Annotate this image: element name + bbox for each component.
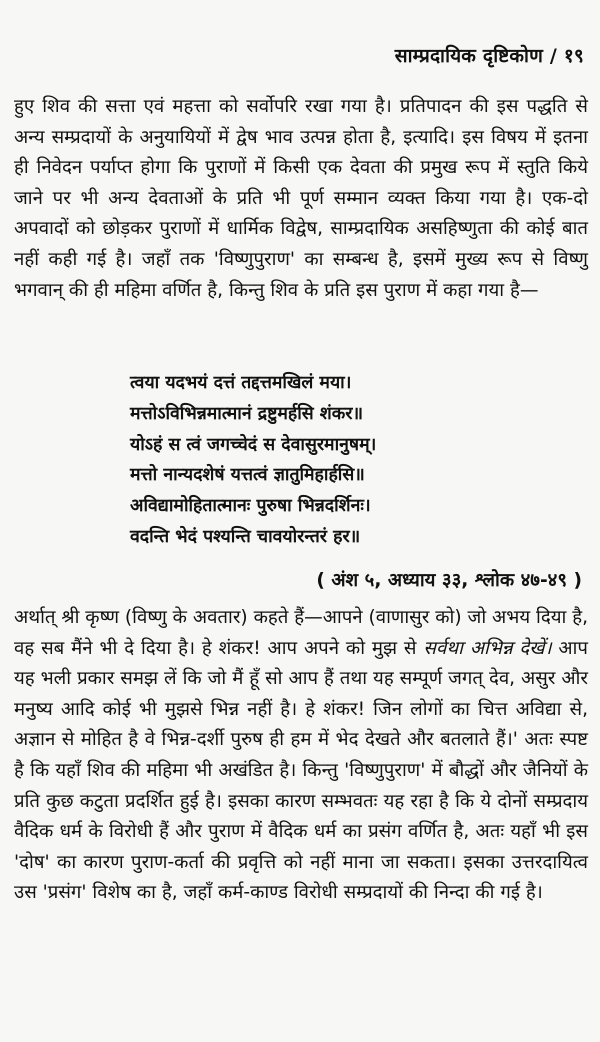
paragraph-2-text-a: अर्थात् श्री कृष्ण (विष्णु के अवतार) कहते हैं—आपने (वाणासुर को) जो अभय दिया है, वह सब मैंने भी दे दिया है। हे शंकर! आप अपने को मुझ से — [14, 607, 589, 659]
verse-citation: ( अंश ५, अध्याय ३३, श्लोक ४७-४९ ) — [316, 570, 582, 591]
running-header: साम्प्रदायिक दृष्टिकोण / १९ — [394, 45, 584, 67]
paragraph-2-text-b: आप यह भली प्रकार समझ लें कि जो मैं हूँ सो आप हैं तथा यह सम्पूर्ण जगत् देव, असुर और मनुष्य आदि कोई भी मुझसे भिन्न नहीं है। हे शंकर! जिन लोगों का चित्त अविद्या से, अज्ञान से मोहित है वे भिन्न-दर्शी पुरुष ही हम में भेद देखते और बतलाते हैं।' अतः स्पष्ट है कि यहाँ शिव की महिमा भी अखंडित है। किन्तु 'विष्णुपुराण' में बौद्धों और जैनियों के प्रति कुछ कटुता प्रदर्शित हुई है। इसका कारण सम्भवतः यह रहा है कि ये दोनों सम्प्रदाय वैदिक धर्म के विरोधी हैं और पुराण में वैदिक धर्म का प्रसंग वर्णित है, अतः यहाँ भी इस 'दोष' का कारण पुराण-कर्ता की प्रवृत्ति को नहीं माना जा सकता। इसका उत्तरदायित्व उस 'प्रसंग' विशेष का है, जहाँ कर्म-काण्ड विरोधी सम्प्रदायों की निन्दा की गई है। — [14, 637, 588, 904]
verse-line: मत्तोऽविभिन्नमात्मानं द्रष्टुमर्हसि शंकर॥ — [130, 403, 364, 424]
paragraph-1: हुए शिव की सत्ता एवं महत्ता को सर्वोपरि रखा गया है। प्रतिपादन की इस पद्धति से अन्य सम्प्रदायों के अनुयायियों में द्वेष भाव उत्पन्न होता है, इत्यादि। इस विषय में इतना ही निवेदन पर्याप्त होगा कि पुराणों में किसी एक देवता की प्रमुख रूप में स्तुति किये जाने पर भी अन्य देवताओं के प्रति भी पूर्ण सम्मान व्यक्त किया गया है। एक-दो अपवादों को छोड़कर पुराणों में धार्मिक विद्वेष, साम्प्रदायिक असहिष्णुता की कोई बात नहीं कही गई है। जहाँ तक 'विष्णुपुराण' का सम्बन्ध है, इसमें मुख्य रूप से विष्णु भगवान् की ही महिमा वर्णित है, किन्तु शिव के प्रति इस पुराण में कहा गया है— — [14, 96, 588, 301]
verse-line: मत्तो नान्यदशेषं यत्तत्वं ज्ञातुमिहार्हसि॥ — [130, 465, 365, 486]
paragraph-2-italic: सर्वथा अभिन्न देखें। — [423, 637, 552, 659]
paragraph-2 — [14, 603, 588, 909]
sanskrit-verse — [130, 368, 570, 553]
verse-line: त्वया यदभयं दत्तं तद्दत्तमखिलं मया। — [130, 373, 352, 393]
verse-line: वदन्ति भेदं पश्यन्ति चावयोरन्तरं हर॥ — [130, 526, 361, 547]
verse-line: योऽहं स त्वं जगच्चेदं स देवासुरमानुषम्। — [130, 434, 377, 455]
verse-line: अविद्यामोहितात्मानः पुरुषा भिन्नदर्शिनः। — [130, 496, 371, 517]
